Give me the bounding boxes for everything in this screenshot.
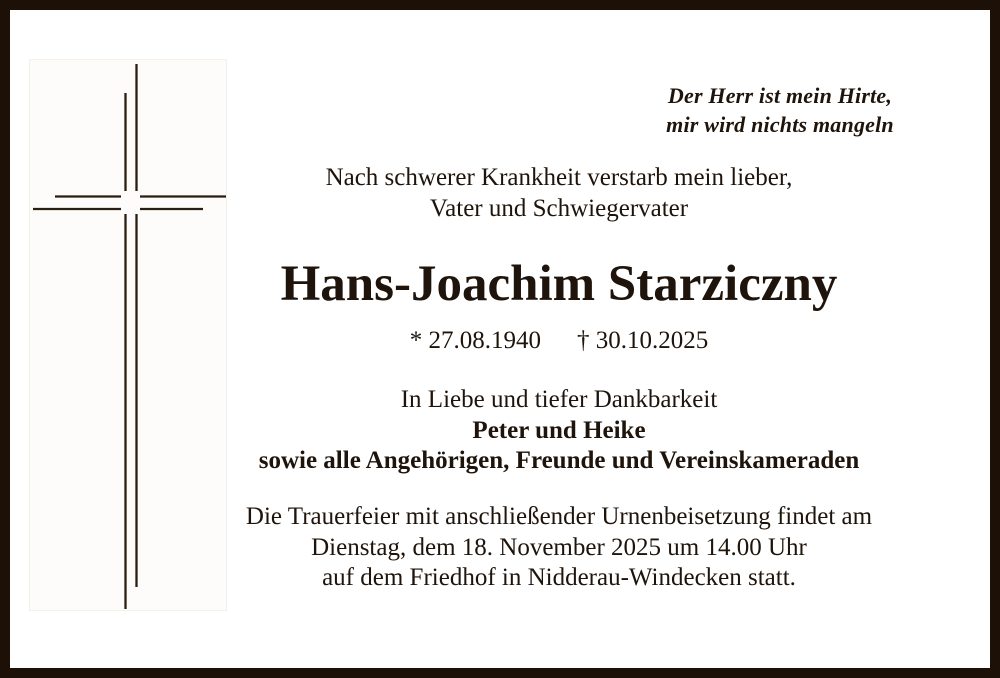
deceased-name: Hans-Joachim Starziczny [280,256,838,312]
birth-date [410,327,541,354]
death-date [577,327,708,354]
notice-body [210,10,908,668]
scripture-quote-line2: mir wird nichts mangeln [666,112,894,137]
funeral-line3: auf dem Friedhof in Nidderau-Windecken statt. [322,564,796,591]
mourners-line2: Peter und Heike [472,416,646,444]
life-dates [210,326,908,356]
funeral-details [210,502,908,594]
death-symbol: † [577,327,590,354]
mourners-text [210,385,908,477]
intro-text [210,162,908,224]
birth-date-value: 27.08.1940 [428,327,541,354]
funeral-line2: Dienstag, dem 18. November 2025 um 14.00 Uhr [311,533,807,561]
mourners-line3: sowie alle Angehörigen, Freunde und Vereinskameraden [258,447,860,474]
scripture-quote-line1: Der Herr ist mein Hirte, [667,83,893,108]
intro-line2: Vater und Schwiegervater [429,195,689,222]
cross-icon [30,60,226,610]
intro-line1: Nach schwerer Krankheit verstarb mein lieber, [325,164,793,191]
funeral-line1: Die Trauerfeier mit anschließender Urnenbeisetzung findet am [245,503,873,530]
death-date-value: 30.10.2025 [595,327,709,354]
birth-symbol: * [409,327,423,354]
mourners-line1: In Liebe und tiefer Dankbarkeit [400,386,718,413]
memorial-cross-panel [30,60,226,610]
